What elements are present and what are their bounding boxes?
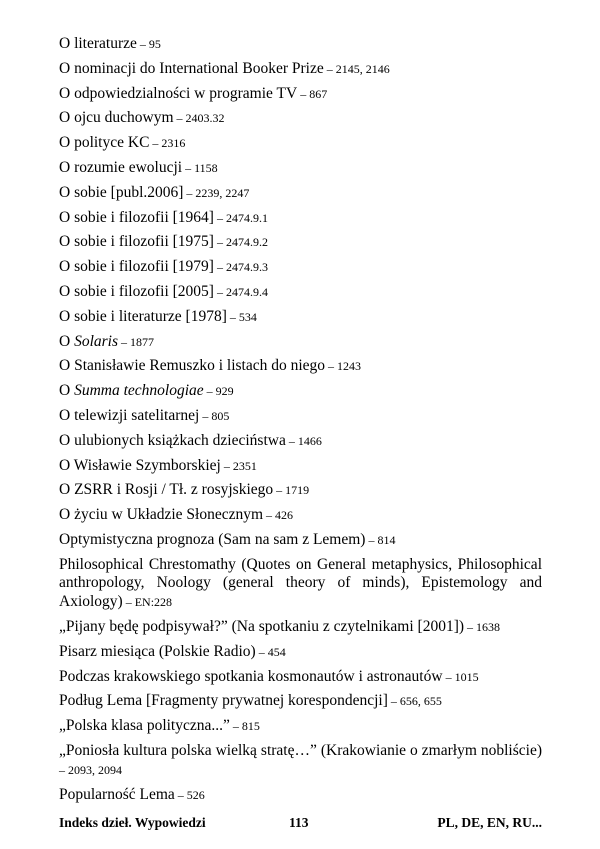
entry-reference-number: 2474.9.4 (225, 284, 268, 299)
index-entry-list (59, 35, 542, 811)
entry-reference-number: 815 (241, 719, 260, 734)
index-entry (59, 357, 542, 375)
entry-title-text: O sobie i filozofii [1964] (59, 208, 214, 226)
entry-title-text: Pisarz miesiąca (Polskie Radio) (59, 642, 256, 660)
entry-title (59, 692, 388, 709)
entry-reference (324, 62, 390, 76)
entry-title-text: O sobie [publ.2006] (59, 183, 184, 201)
entry-reference (204, 384, 234, 398)
entry-separator: – (229, 719, 242, 734)
index-entry (59, 717, 542, 735)
entry-title-text: O literaturze (59, 35, 137, 52)
entry-title (59, 618, 464, 635)
entry-separator: – (325, 359, 338, 374)
entry-separator: – (323, 61, 336, 76)
entry-reference-number: EN:228 (134, 594, 173, 609)
entry-reference-number: 2474.9.1 (225, 210, 268, 225)
entry-title-text: Podług Lema [Fragmenty prywatnej korespondencji] (59, 692, 388, 710)
entry-reference (230, 719, 260, 733)
entry-title (59, 407, 199, 424)
entry-separator: – (255, 644, 268, 659)
entry-title-text: O odpowiedzialności w programie TV (59, 84, 298, 102)
footer-section-title: Indeks dzieł. Wypowiedzi (59, 815, 206, 830)
entry-separator: – (59, 762, 68, 777)
entry-title (59, 184, 183, 201)
entry-reference-number: 1877 (130, 334, 155, 349)
entry-title (59, 668, 443, 685)
index-entry (59, 134, 542, 152)
entry-title (59, 258, 214, 275)
index-entry (59, 692, 542, 710)
entry-reference-number: 867 (309, 86, 328, 101)
index-entry (59, 407, 542, 425)
entry-reference-number: 1015 (454, 669, 479, 684)
entry-reference-number: 2474.9.2 (225, 235, 268, 250)
entry-title-text: O ojcu duchowym (59, 109, 174, 127)
entry-separator: – (365, 532, 378, 547)
entry-title (59, 481, 273, 498)
entry-reference-number: 1466 (297, 433, 322, 448)
entry-title-text: „Poniosła kultura polska wielką stratę…” (Krakowianie o zmarłym nobliście) (59, 742, 542, 760)
index-entry (59, 283, 542, 301)
entry-reference (227, 310, 257, 324)
entry-reference-number: 1158 (194, 160, 218, 175)
entry-separator: – (174, 787, 187, 802)
entry-separator: – (285, 433, 298, 448)
entry-reference (365, 533, 395, 547)
entry-title (59, 432, 286, 449)
entry-title (59, 233, 214, 250)
entry-title (59, 134, 149, 151)
entry-title (59, 382, 204, 399)
entry-reference (214, 285, 268, 299)
entry-title-text: O ulubionych książkach dzieciństwa (59, 431, 286, 449)
entry-reference (286, 434, 322, 448)
entry-reference (123, 595, 172, 609)
entry-separator: – (122, 594, 135, 609)
entry-title (59, 60, 324, 77)
entry-separator: – (182, 160, 195, 175)
entry-separator: – (149, 136, 162, 151)
entry-title-text: Philosophical Chrestomathy (Quotes on General metaphysics, Philosophical anthropology, Noology (general theory of minds), Epistemology and Axiology) (59, 555, 542, 610)
entry-title-text: O Wisławie Szymborskiej (59, 456, 221, 474)
entry-separator: – (273, 483, 286, 498)
entry-reference (325, 359, 361, 373)
entry-title (59, 159, 182, 176)
index-entry (59, 382, 542, 400)
entry-reference (59, 763, 122, 777)
index-entry (59, 506, 542, 524)
entry-title-text: O polityce KC (59, 134, 150, 152)
entry-title-text: Podczas krakowskiego spotkania kosmonautów i astronautów (59, 667, 443, 685)
entry-separator: – (136, 37, 149, 51)
entry-title (59, 357, 325, 374)
index-entry (59, 556, 542, 612)
entry-reference (214, 235, 268, 249)
entry-separator: – (213, 210, 226, 225)
index-entry (59, 159, 542, 177)
entry-reference-number: 1719 (285, 483, 310, 498)
entry-reference-number: 814 (377, 532, 396, 547)
entry-reference-number: 526 (186, 787, 205, 802)
index-entry (59, 618, 542, 636)
entry-reference (199, 409, 229, 423)
entry-reference (183, 186, 249, 200)
entry-title (59, 308, 227, 325)
index-entry (59, 643, 542, 661)
entry-title-text: O ZSRR i Rosji / Tł. z rosyjskiego (59, 481, 274, 499)
entry-separator: – (213, 235, 226, 250)
index-entry (59, 60, 542, 78)
entry-separator: – (263, 508, 276, 523)
entry-title-text: O nominacji do International Booker Prize (59, 59, 324, 77)
entry-title (59, 506, 263, 523)
index-entry (59, 668, 542, 686)
entry-reference-number: 1638 (476, 620, 501, 635)
entry-separator: – (387, 694, 400, 709)
entry-separator: – (213, 284, 226, 299)
entry-title (59, 717, 230, 734)
entry-title-italic: Solaris (74, 332, 119, 350)
entry-title-text: O sobie i literaturze [1978] (59, 307, 227, 325)
entry-title-text: O życiu w Układzie Słonecznym (59, 506, 264, 524)
entry-reference-number: 454 (267, 644, 286, 659)
entry-title (59, 457, 221, 474)
entry-separator: – (297, 86, 310, 101)
index-entry (59, 531, 542, 549)
index-entry (59, 457, 542, 475)
index-entry (59, 333, 542, 351)
index-entry (59, 432, 542, 450)
entry-title-text: O sobie i filozofii [1979] (59, 258, 214, 276)
entry-reference-number: 2239, 2247 (195, 185, 250, 200)
entry-reference-number: 1243 (337, 359, 362, 374)
index-entry (59, 742, 542, 779)
entry-title (59, 333, 118, 350)
entry-title (59, 283, 214, 300)
entry-title (59, 85, 297, 102)
entry-reference-number: 2351 (232, 458, 257, 473)
entry-reference (175, 788, 205, 802)
entry-reference (273, 483, 309, 497)
entry-title (59, 786, 175, 803)
entry-reference (443, 670, 479, 684)
index-entry (59, 233, 542, 251)
index-entry (59, 481, 542, 499)
entry-reference-number: 426 (275, 508, 294, 523)
entry-reference (149, 136, 185, 150)
footer-languages: PL, DE, EN, RU... (437, 815, 542, 830)
entry-reference-number: 2316 (161, 136, 186, 151)
entry-title (59, 209, 214, 226)
entry-reference-number: 2093, 2094 (68, 762, 122, 777)
entry-separator: – (118, 334, 131, 349)
index-entry (59, 85, 542, 103)
entry-title (59, 109, 174, 126)
entry-title-text: O (59, 382, 75, 400)
entry-reference-number: 2403.32 (185, 111, 225, 126)
index-entry (59, 35, 542, 53)
entry-reference-number: 95 (148, 37, 161, 51)
entry-title-italic: Summa technologiae (74, 382, 204, 400)
entry-reference (388, 694, 442, 708)
page-number: 113 (289, 815, 309, 830)
entry-title-text: O rozumie ewolucji (59, 158, 183, 176)
entry-title-text: Optymistyczna prognoza (Sam na sam z Lemem) (59, 530, 366, 548)
index-entry (59, 184, 542, 202)
entry-title (59, 742, 542, 759)
entry-title (59, 35, 137, 52)
entry-reference (137, 37, 161, 51)
entry-separator: – (442, 669, 455, 684)
entry-reference-number: 2145, 2146 (335, 61, 390, 76)
entry-separator: – (203, 384, 216, 399)
entry-separator: – (173, 111, 186, 126)
entry-separator: – (226, 309, 239, 324)
entry-title-text: O sobie i filozofii [2005] (59, 282, 214, 300)
entry-reference (118, 335, 154, 349)
entry-title-text: O telewizji satelitarnej (59, 406, 200, 424)
index-entry (59, 308, 542, 326)
entry-reference (263, 508, 293, 522)
entry-title-text: „Polska klasa polityczna...” (59, 717, 230, 735)
entry-separator: – (199, 408, 212, 423)
entry-title-text: Popularność Lema (59, 785, 175, 803)
entry-title (59, 643, 256, 660)
entry-title-text: „Pijany będę podpisywał?” (Na spotkaniu z czytelnikami [2001]) (59, 618, 465, 636)
index-entry (59, 109, 542, 127)
entry-separator: – (183, 185, 196, 200)
entry-reference-number: 656, 655 (399, 694, 442, 709)
entry-reference (214, 260, 268, 274)
entry-reference (182, 161, 218, 175)
entry-separator: – (213, 260, 226, 275)
entry-title (59, 531, 365, 548)
entry-reference-number: 2474.9.3 (225, 260, 268, 275)
entry-reference-number: 929 (215, 384, 234, 399)
entry-title-text: O (59, 332, 75, 350)
entry-title-text: O Stanisławie Remuszko i listach do niego (59, 357, 326, 375)
entry-title-text: O sobie i filozofii [1975] (59, 233, 214, 251)
index-entry (59, 258, 542, 276)
entry-reference (464, 620, 500, 634)
index-entry (59, 786, 542, 804)
page-footer (59, 815, 542, 833)
entry-reference (221, 459, 257, 473)
index-entry (59, 209, 542, 227)
entry-reference (256, 645, 286, 659)
entry-separator: – (220, 458, 233, 473)
entry-reference (297, 87, 327, 101)
entry-reference (174, 111, 225, 125)
entry-separator: – (464, 620, 477, 635)
entry-reference (214, 211, 268, 225)
entry-reference-number: 534 (238, 309, 257, 324)
entry-reference-number: 805 (211, 408, 230, 423)
